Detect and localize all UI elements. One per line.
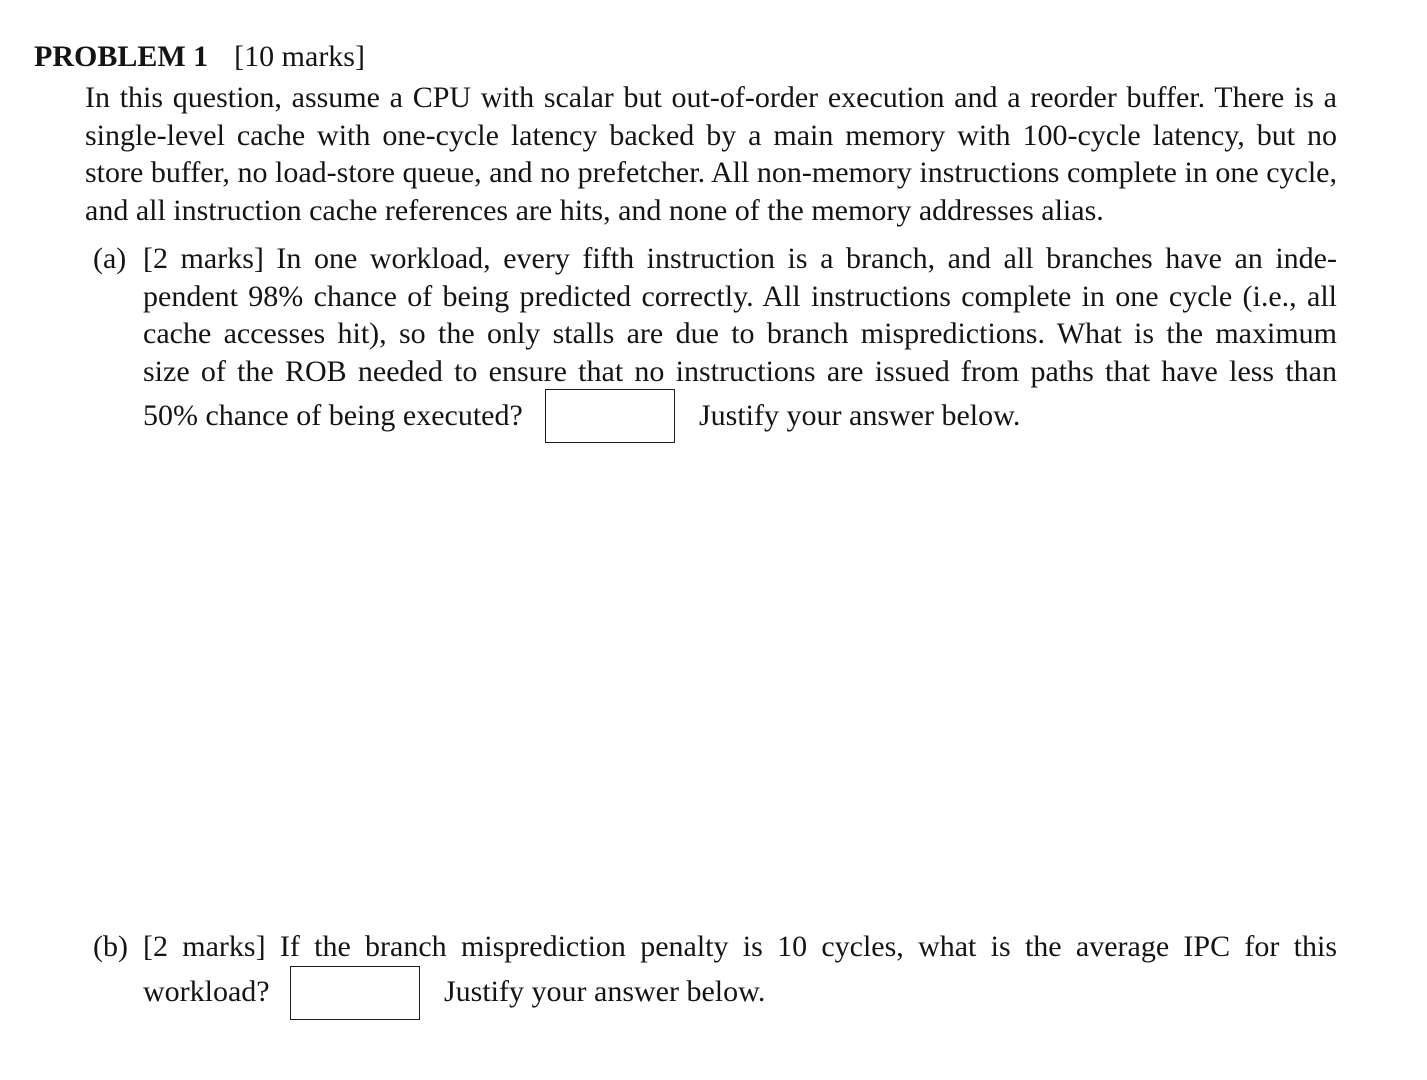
part-b-line-1: [2 marks] If the branch misprediction penalty is 10 cycles, what is the average IPC for this <box>143 930 1337 963</box>
problem-marks: [10 marks] <box>234 40 365 73</box>
part-a-answer-row <box>143 397 1337 453</box>
part-a-question-tail: 50% chance of being executed? <box>143 399 523 432</box>
problem-intro: In this question, assume a CPU with scalar but out-of-order execution and a reorder buffer. There is a single-level cache with one-cycle latency backed by a main memory with 100-cycle latency, but no store buffer, no load-store queue, and no prefetcher. All non-memory instructions complete in one cycle, and all instruction cache references are hits, and none of the memory addresses alias. <box>85 81 1337 227</box>
part-b-question-tail: workload? <box>143 975 270 1008</box>
part-b-label: (b) <box>93 930 128 963</box>
problem-header <box>34 37 365 77</box>
part-a-line-4: size of the ROB needed to ensure that no instructions are issued from paths that have less than <box>143 354 1337 388</box>
part-a-label: (a) <box>93 242 127 275</box>
part-b-answer-row <box>143 973 1337 1029</box>
part-b-answer-box[interactable] <box>290 966 420 1020</box>
part-a-line-3: cache accesses hit), so the only stalls are due to branch mispredictions. What is the maximum <box>143 317 1337 350</box>
part-a-answer-box[interactable] <box>545 389 675 443</box>
problem-title: PROBLEM 1 <box>34 40 209 73</box>
part-a-justify-text: Justify your answer below. <box>699 399 1021 432</box>
part-b-justify-text: Justify your answer below. <box>444 975 766 1008</box>
part-a-line-2: pendent 98% chance of being predicted correctly. All instructions complete in one cycle (i.e., all <box>143 279 1337 313</box>
part-a <box>93 240 1337 432</box>
part-b <box>93 928 1337 1008</box>
part-a-line-1: [2 marks] In one workload, every fifth instruction is a branch, and all branches have an inde- <box>143 242 1337 275</box>
